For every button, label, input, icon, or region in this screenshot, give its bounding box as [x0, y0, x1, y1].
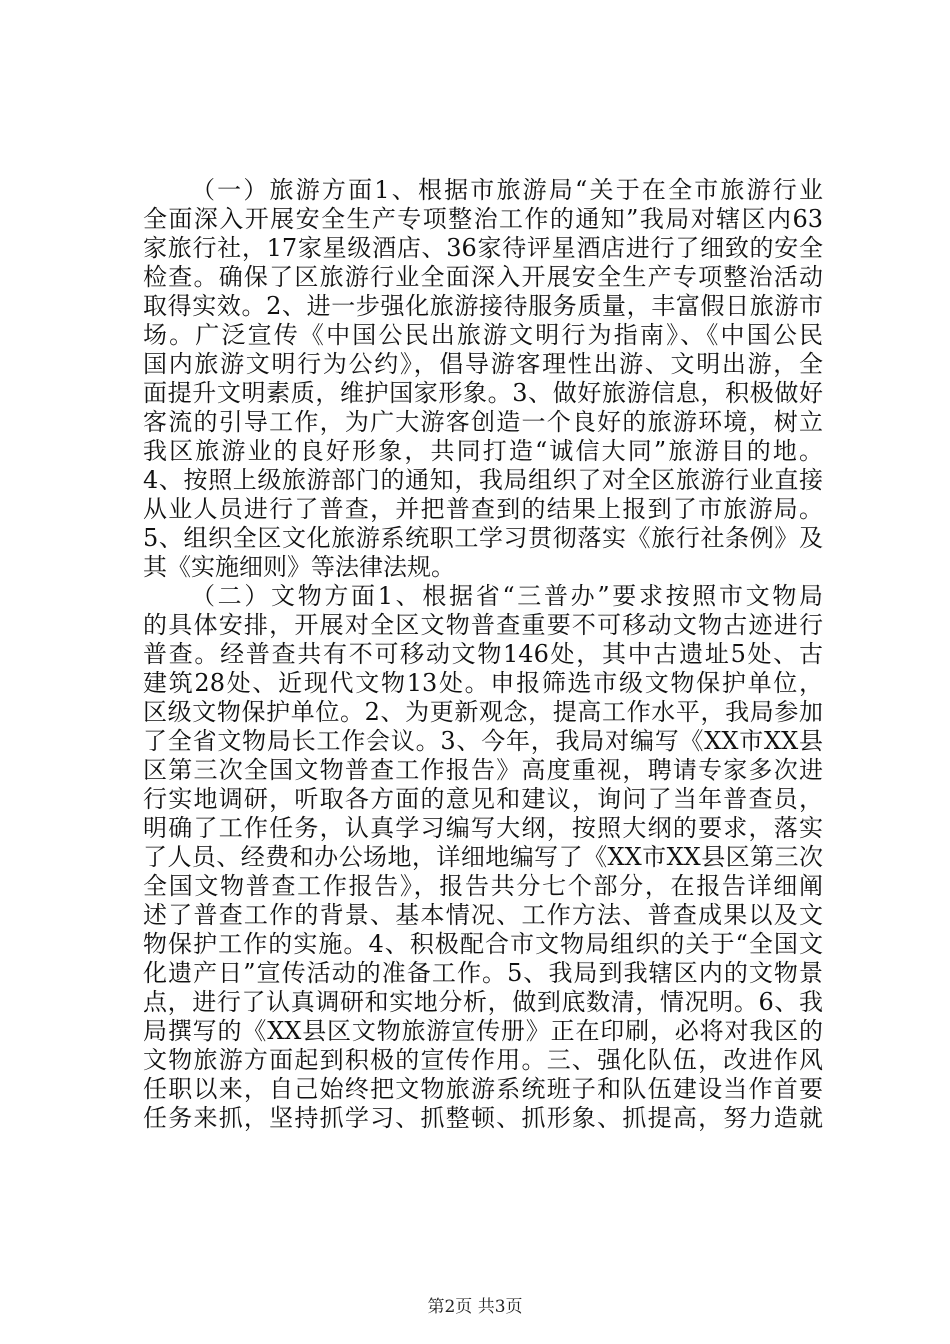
paragraph-2-line-14: 化遗产日”宣传活动的准备工作。5、我局到我辖区内的文物景: [143, 959, 823, 987]
paragraph-1-line-6: 场。广泛宣传《中国公民出旅游文明行为指南》、《中国公民: [143, 321, 823, 349]
paragraph-2-line-3: 普查。经普查共有不可移动文物146处，其中古遗址5处、古: [143, 640, 823, 668]
paragraph-1-line-13: 5、组织全区文化旅游系统职工学习贯彻落实《旅行社条例》及: [143, 524, 823, 552]
document-body: [143, 176, 823, 1133]
paragraph-2-line-6: 了全省文物局长工作会议。3、今年，我局对编写《XX市XX县: [143, 727, 823, 755]
paragraph-2-line-7: 区第三次全国文物普查工作报告》高度重视，聘请专家多次进: [143, 756, 823, 784]
paragraph-2-line-11: 全国文物普查工作报告》，报告共分七个部分，在报告详细阐: [143, 872, 823, 900]
paragraph-1-line-8: 面提升文明素质，维护国家形象。3、做好旅游信息，积极做好: [143, 379, 823, 407]
paragraph-1-line-14: 其《实施细则》等法律法规。: [143, 553, 455, 581]
paragraph-2-line-4: 建筑28处、近现代文物13处。申报筛选市级文物保护单位，: [143, 669, 823, 697]
paragraph-2-line-5: 区级文物保护单位。2、为更新观念，提高工作水平，我局参加: [143, 698, 823, 726]
paragraph-2-line-18: 任职以来，自己始终把文物旅游系统班子和队伍建设当作首要: [143, 1075, 823, 1103]
paragraph-2-line-13: 物保护工作的实施。4、积极配合市文物局组织的关于“全国文: [143, 930, 823, 958]
paragraph-2-line-12: 述了普查工作的背景、基本情况、工作方法、普查成果以及文: [143, 901, 823, 929]
paragraph-2-line-17: 文物旅游方面起到积极的宣传作用。三、强化队伍，改进作风: [143, 1046, 823, 1074]
paragraph-2-line-15: 点，进行了认真调研和实地分析，做到底数清，情况明。6、我: [143, 988, 823, 1016]
paragraph-1-line-5: 取得实效。2、进一步强化旅游接待服务质量，丰富假日旅游市: [143, 292, 823, 320]
paragraph-2-line-19: 任务来抓，坚持抓学习、抓整顿、抓形象、抓提高，努力造就: [143, 1104, 823, 1132]
paragraph-2-line-8: 行实地调研，听取各方面的意见和建议，询问了当年普查员，: [143, 785, 823, 813]
paragraph-1-line-12: 从业人员进行了普查，并把普查到的结果上报到了市旅游局。: [143, 495, 823, 523]
paragraph-1-line-3: 家旅行社，17家星级酒店、36家待评星酒店进行了细致的安全: [143, 234, 823, 262]
paragraph-2-line-10: 了人员、经费和办公场地，详细地编写了《XX市XX县区第三次: [143, 843, 823, 871]
paragraph-2-line-9: 明确了工作任务，认真学习编写大纲，按照大纲的要求，落实: [143, 814, 823, 842]
paragraph-2-line-1: （二）文物方面1、根据省“三普办”要求按照市文物局: [191, 582, 823, 610]
paragraph-2-line-16: 局撰写的《XX县区文物旅游宣传册》正在印刷，必将对我区的: [143, 1017, 823, 1045]
paragraph-1-line-4: 检查。确保了区旅游行业全面深入开展安全生产专项整治活动: [143, 263, 823, 291]
paragraph-1-line-7: 国内旅游文明行为公约》，倡导游客理性出游、文明出游，全: [143, 350, 823, 378]
page-number-label: 第2页 共3页: [427, 1297, 523, 1317]
paragraph-1-line-2: 全面深入开展安全生产专项整治工作的通知”我局对辖区内63: [143, 205, 823, 233]
paragraph-1-line-9: 客流的引导工作，为广大游客创造一个良好的旅游环境，树立: [143, 408, 823, 436]
paragraph-2-line-2: 的具体安排，开展对全区文物普查重要不可移动文物古迹进行: [143, 611, 823, 639]
paragraph-1-line-10: 我区旅游业的良好形象，共同打造“诚信大同”旅游目的地。: [143, 437, 823, 465]
paragraph-1-line-11: 4、按照上级旅游部门的通知，我局组织了对全区旅游行业直接: [143, 466, 823, 494]
paragraph-1-line-1: （一）旅游方面1、根据市旅游局“关于在全市旅游行业: [191, 176, 823, 204]
page-footer: [0, 1296, 950, 1318]
